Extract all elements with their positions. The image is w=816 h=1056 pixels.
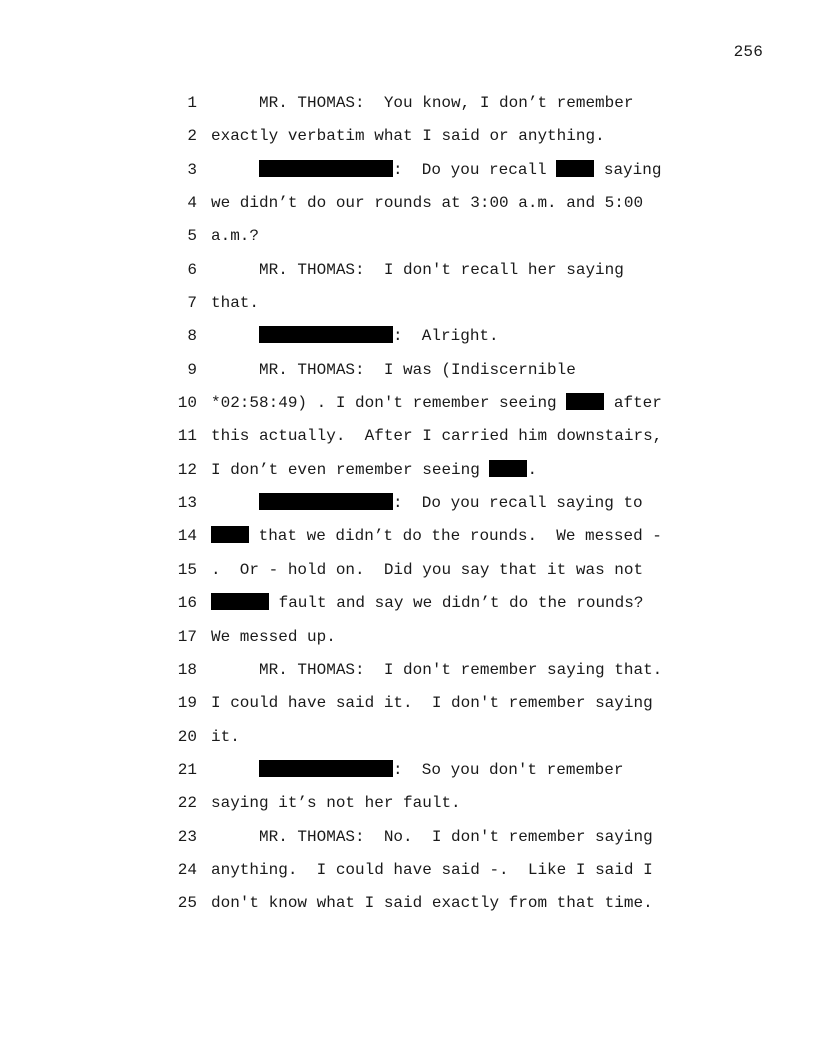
line-text-segment: : Do you recall saying to (393, 494, 643, 513)
line-number: 12 (177, 460, 197, 479)
line-number: 2 (187, 127, 197, 146)
transcript-line (0, 359, 816, 392)
line-number: 1 (187, 94, 197, 112)
line-text-segment: . Or - hold on. Did you say that it was not (211, 560, 644, 579)
transcript-line (0, 292, 816, 325)
transcript-line (0, 225, 816, 258)
line-text-segment: MR. THOMAS: I was (Indiscernible (259, 360, 576, 379)
page-number: 256 (733, 43, 763, 61)
line-text (211, 759, 623, 781)
line-number: 3 (187, 160, 197, 179)
line-number: 15 (177, 560, 197, 579)
transcript-line (0, 792, 816, 825)
line-text-segment: fault and say we didn’t do the rounds? (269, 594, 644, 613)
line-text-segment: *02:58:49) . I don't remember seeing (211, 394, 567, 413)
line-number: 10 (177, 394, 197, 413)
line-text-segment: I could have said it. I don't remember saying (211, 694, 653, 713)
transcript-line (0, 92, 816, 125)
line-text-segment: we didn’t do our rounds at 3:00 a.m. and 5:00 (211, 194, 644, 213)
redaction-block (566, 393, 604, 410)
line-number: 14 (177, 527, 197, 546)
line-text (211, 459, 537, 481)
transcript-line (0, 325, 816, 358)
line-text-segment: : Alright. (393, 327, 499, 346)
line-text (211, 626, 336, 648)
line-text (211, 559, 643, 581)
transcript-line (0, 459, 816, 492)
redaction-block (259, 160, 393, 177)
line-number: 4 (187, 194, 197, 213)
line-text-segment: saying it’s not her fault. (211, 794, 461, 813)
line-text-segment: it. (211, 727, 240, 746)
transcript-line (0, 892, 816, 925)
line-text-segment: after (604, 394, 662, 413)
line-number: 20 (177, 727, 197, 746)
line-number: 9 (187, 360, 197, 379)
line-text (211, 392, 662, 414)
line-text (211, 225, 259, 247)
line-text-segment: this actually. After I carried him downstairs, (211, 427, 663, 446)
transcript-line (0, 125, 816, 158)
line-text (211, 525, 662, 547)
redaction-block (259, 760, 393, 777)
transcript-line (0, 525, 816, 558)
line-text-segment: MR. THOMAS: No. I don't remember saying (259, 827, 653, 846)
line-number: 13 (177, 494, 197, 513)
line-text (211, 259, 624, 281)
line-number: 19 (177, 694, 197, 713)
redaction-block (211, 593, 269, 610)
line-text (211, 325, 499, 347)
line-text (211, 826, 653, 848)
line-text-segment: a.m.? (211, 227, 260, 246)
transcript-line (0, 559, 816, 592)
line-text (211, 192, 643, 214)
line-text (211, 792, 461, 814)
line-text-segment: anything. I could have said -. Like I said I (211, 860, 653, 879)
line-text (211, 425, 662, 447)
line-text-segment: : Do you recall (393, 160, 557, 179)
line-text (211, 92, 633, 114)
line-text-segment: exactly verbatim what I said or anything. (211, 127, 605, 146)
transcript-line (0, 159, 816, 192)
transcript-line (0, 592, 816, 625)
line-text (211, 492, 643, 514)
line-number: 16 (177, 594, 197, 613)
line-number: 21 (177, 760, 197, 779)
line-text-segment: MR. THOMAS: I don't remember saying that. (259, 660, 663, 679)
redaction-block (211, 526, 249, 543)
line-text (211, 359, 576, 381)
line-text-segment: don't know what I said exactly from that time. (211, 894, 653, 913)
line-number: 18 (177, 660, 197, 679)
line-number: 11 (177, 427, 197, 446)
line-text-segment: saying (594, 160, 662, 179)
transcript-line (0, 425, 816, 458)
redaction-block (489, 460, 527, 477)
transcript-line (0, 492, 816, 525)
line-text (211, 292, 259, 314)
line-text (211, 659, 662, 681)
redaction-block (259, 493, 393, 510)
line-text (211, 692, 653, 714)
line-text-segment: We messed up. (211, 627, 336, 646)
transcript-line (0, 259, 816, 292)
line-text (211, 125, 605, 147)
line-number: 8 (187, 327, 197, 346)
line-number: 22 (177, 794, 197, 813)
line-text-segment: that we didn’t do the rounds. We messed - (249, 527, 662, 546)
line-number: 7 (187, 294, 197, 313)
transcript-line (0, 759, 816, 792)
transcript-line (0, 192, 816, 225)
line-text (211, 859, 653, 881)
line-number: 25 (177, 894, 197, 913)
transcript-line (0, 392, 816, 425)
line-text-segment: that. (211, 294, 260, 313)
line-text (211, 726, 240, 748)
line-number: 17 (177, 627, 197, 646)
line-text-segment: I don’t even remember seeing (211, 460, 490, 479)
line-number: 6 (187, 260, 197, 279)
transcript-body (0, 92, 816, 926)
transcript-line (0, 859, 816, 892)
line-text (211, 159, 661, 181)
line-text-segment: . (527, 460, 538, 479)
redaction-block (259, 326, 393, 343)
transcript-line (0, 692, 816, 725)
line-text-segment: MR. THOMAS: I don't recall her saying (259, 260, 624, 279)
line-number: 23 (177, 827, 197, 846)
transcript-line (0, 726, 816, 759)
transcript-line (0, 826, 816, 859)
redaction-block (556, 160, 594, 177)
line-text-segment: : So you don't remember (393, 760, 624, 779)
transcript-line (0, 659, 816, 692)
line-text-segment: MR. THOMAS: You know, I don’t remember (259, 94, 634, 112)
transcript-line (0, 626, 816, 659)
line-text (211, 592, 643, 614)
line-number: 24 (177, 860, 197, 879)
line-number: 5 (187, 227, 197, 246)
line-text (211, 892, 653, 914)
